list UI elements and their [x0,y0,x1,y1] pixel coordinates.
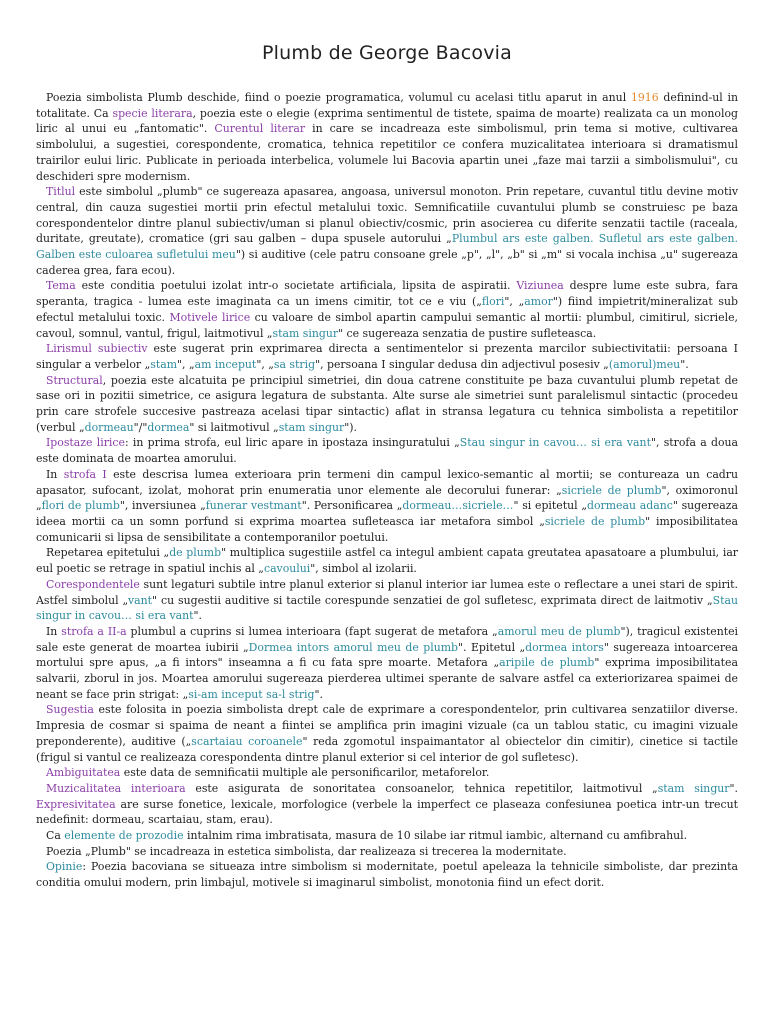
text-run: ", „ [256,357,274,371]
text-run: Poezia „Plumb" se incadreaza in estetica simbolista, dar realizeaza si trecerea la modernitate. [46,844,567,858]
text-run: este simbolul „plumb" ce sugereaza apasarea, angoasa, universul monoton. Prin repetare, cuvantul titlu devine motiv central, din cauza sugestiei mortii prin efectul metalului toxic. Semnificatiile cuvantului plumb se construiesc pe baza corespondentelor dintre planul subiectiv/uman si planul obiectiv/cosmic, prin asocierea cu diferite senzatii tactile (raceala, duritate, greutate), cromatice (gri sau galben – dupa spusele autorului „ [36,185,738,246]
highlighted-term: amor [524,295,553,309]
highlighted-term: dormeau…sicriele… [402,499,514,513]
highlighted-term: stam singur [657,781,730,795]
text-run: este data de semnificatii multiple ale personificarilor, metaforelor. [120,766,490,780]
text-run: " sugereaza ideea mortii ca un somn porfund si exprima moartea sufleteasca iar metafora simbol „ [36,499,738,528]
highlighted-term: (amorul)meu [608,357,681,371]
highlighted-term: stam singur [278,420,345,434]
text-run: ". [193,609,203,623]
document-title: Plumb de George Bacovia [262,42,512,64]
text-run: sunt legaturi subtile intre planul exterior si planul interior iar lumea este o reflectare a unei stari de spirit. Astfel simbolul „ [36,577,738,607]
highlighted-term: Structural [46,373,103,387]
highlighted-term: specie literara [112,106,193,120]
text-run: este conditia poetului izolat intr-o societate artificiala, lipsita de aspiratii. [75,279,517,293]
text-run: , poezia este o elegie (exprima sentimentul de tistete, spaima de moarte) realizata ca un monolog liric al unui eu „fantomatic". [36,106,738,136]
text-run: " multiplica sugestiile astfel ca integul ambient capata greutatea apasatoare a plumbului, iar eul poetic se retrage in spatiul inchis al „ [36,546,739,576]
text-run: " sugereaza intoarcerea mortului spre apus, „a fi intors" inseamna a fi cu fata spre moarte. Metafora „ [36,640,738,670]
text-run: ". Personificarea „ [301,499,403,513]
highlighted-term: amorul meu de plumb [497,624,621,638]
text-run: : in prima strofa, eul liric apare in ipostaza insinguratului „ [124,436,460,450]
highlighted-term: Ambiguitatea [46,766,121,780]
text-run: cu valoare de simbol apartin campului semantic al mortii: plumbul, cimitirul, sicriele, cavoul, somnul, vantul, frigul, laitmotivul „ [36,310,738,340]
text-run: ". [314,687,323,701]
paragraph [36,435,738,466]
highlighted-term: Tema [46,279,76,293]
highlighted-term: Dormea intors amorul meu de plumb [248,640,459,654]
paragraph [36,624,738,703]
text-run: este sugerat prin exprimarea directa a sentimentelor si prezenta marcilor subiectivitatii: persoana I singular a verbelor „ [36,342,738,371]
text-run: in care se incadreaza este simbolismul, prin tema si motive, cultivarea simbolului, a sugestiei, corespondente, cromatica, tehnica repetitilor ce confera muzicalitatea interioara si dramatismul trairilor eului liric. Publicate in perioada interbelica, volumele lui Bacovia apartin unei „faze mai tarzii a simbolismului", cu deschideri spre modernism. [36,122,738,183]
text-run: ", „ [177,357,195,371]
text-run: " ce sugereaza senzatia de pustire sufleteasca. [338,326,597,340]
text-run: despre lume este subra, fara speranta, tragica - lumea este imaginata ca un imens cimitir, tot ce e viu („ [36,279,738,309]
text-run: : Poezia bacoviana se situeaza intre simbolism si modernitate, poetul apeleaza la tehnicile simboliste, dar prezinta conditia omului modern, prin limbajul, motivele si imaginarul simbolist, monotonia fiind un efect dorit. [36,860,738,890]
text-run: " imposibilitatea comunicarii si lipsa de sensibilitate a contemporanilor poetului. [36,514,738,544]
highlighted-term: Motivele lirice [169,310,251,324]
text-run: In [46,467,64,481]
highlighted-term: dormea intors [525,640,604,654]
highlighted-term: scartaiau coroanele [191,734,303,748]
highlighted-term: strofa a II-a [61,624,127,638]
paragraph [36,341,738,372]
paragraph [36,90,738,184]
text-run: ", persoana I singular dedusa din adjectivul posesiv „ [315,357,609,371]
highlighted-term: am inceput [194,357,257,371]
paragraph [36,702,738,765]
text-run: In [46,624,62,638]
text-run: ". [680,357,689,371]
text-run: definind-ul in totalitate. Ca [36,91,738,120]
highlighted-term: Muzicalitatea interioara [46,781,186,795]
text-run: este folosita in poezia simbolista drept cale de exprimare a corespondentelor, prin cultivarea senzatiilor diverse. Impresia de cosmar si spaima de neant a fiintei se amplifica prin imagini vizuale (ca un tablou static, cu imagini vizuale preponderente), auditive („ [36,703,738,748]
paragraph [36,278,738,341]
text-run: " si epitetul „ [513,499,587,513]
highlighted-term: strofa I [63,467,107,481]
highlighted-term: cavoului [263,562,311,576]
text-run: , poezia este alcatuita pe principiul simetriei, din doua catrene constituite pe baza cuvantului plumb repetat de sase ori in pozitii simetrice, ce asigura legatura de substanta. Alte surse ale simetriei sunt paralelismul sintactic (procedeu prin care strofele succesive pastreaza acelasi tipar sintactic) aflat in stransa legatura cu tehnica simbolista a repetitilor (verbul „ [36,373,738,434]
highlighted-term: elemente de prozodie [64,829,184,843]
highlighted-term: sicriele de plumb [544,514,646,528]
highlighted-term: sa strig [273,357,316,371]
highlighted-term: vant [128,593,153,607]
text-run: " si laitmotivul „ [189,420,279,434]
paragraph [36,545,738,576]
highlighted-term: Plumbul ars este galben. Sufletul ars este galben. Galben este culoarea sufletului meu [36,232,738,262]
paragraph [36,184,738,278]
text-run: " cu sugestii auditive si tactile corespunde senzatiei de gol sufletesc, exprimata direct de laitmotiv „ [152,593,713,607]
text-run: "). [344,420,357,434]
highlighted-term: Curentul literar [214,122,306,136]
text-run: "), tragicul existentei sale este generat de moartea iubirii „ [36,624,739,654]
text-run: plumbul a cuprins si lumea interioara (fapt sugerat de metafora „ [126,624,498,638]
document-body [36,90,738,891]
text-run: " exprima imposibilitatea salvarii, zborul in jos. Moartea amorului sugereaza pierderea ultimei sperante de salvare astfel ca exteriorizarea spaimei de neant se face prin strigat: „ [36,656,738,701]
text-run: ") si auditive (cele patru consoane grele „p", „l", „b" si „m" si vocala inchisa „u" sugereaza caderea grea, fara ecou). [36,248,738,277]
paragraph [36,467,738,546]
text-run: are surse fonetice, lexicale, morfologice (verbele la imperfect ce plaseaza confesiunea poetica intr-un trecut nedefinit: dormeau, scartaiau, stam, erau). [36,797,738,827]
paragraph [36,781,738,828]
highlighted-term: aripile de plumb [499,656,595,670]
text-run: "/" [133,420,148,434]
text-run: ", inversiunea „ [119,499,206,513]
paragraph [36,577,738,624]
highlighted-term: Titlul [46,185,76,199]
highlighted-term: stam [150,357,178,371]
paragraph [36,828,738,844]
text-run: ", strofa a doua este dominata de moartea amorului. [36,436,739,466]
text-run: este descrisa lumea exterioara prin termeni din campul lexico-semantic al mortii; se contureaza un cadru apasator, sufocant, izolat, mohorat prin enumeratia unor elemente ale decorului funerar: „ [36,467,739,497]
highlighted-term: Viziunea [516,279,564,293]
highlighted-term: Stau singur in cavou… si era vant [459,436,651,450]
text-run: ". Epitetul „ [458,640,526,654]
text-run: ". [729,781,738,795]
text-run: Poezia simbolista Plumb deschide, fiind o poezie programatica, volumul cu acelasi titlu aparut in anul [46,91,631,104]
highlighted-term: stam singur [272,326,339,340]
highlighted-term: Stau singur in cavou… si era vant [36,593,738,623]
highlighted-term: flori de plumb [41,499,120,513]
text-run: " reda zgomotul inspaimantator al obiectelor din cimitir), cinetice si tactile (frigul si vantul ce realizeaza corespondenta dintre planul exterior si cel interior de gol sufletesc). [36,734,739,764]
highlighted-term: dormeau [84,420,134,434]
highlighted-term: funerar vestmant [205,499,302,513]
highlighted-term: Lirismul subiectiv [46,342,148,356]
highlighted-term: Ipostaze lirice [46,436,125,450]
text-run: intalnim rima imbratisata, masura de 10 silabe iar ritmul iambic, alternand cu amfibrahul. [183,829,688,843]
paragraph [36,373,738,436]
text-run: Ca [46,829,65,843]
paragraph [36,859,738,890]
highlighted-term: dormeau adanc [587,499,673,513]
paragraph [36,844,738,860]
highlighted-term: de plumb [169,546,222,560]
text-run: este asigurata de sonoritatea consoanelor, tehnica repetitilor, laitmotivul „ [185,781,658,795]
highlighted-term: Opinie [46,860,83,874]
highlighted-term: Sugestia [46,703,94,717]
text-run: ", oximoronul „ [36,483,738,513]
text-run: ") fiind impietrit/mineralizat sub efectul metalului toxic. [36,295,739,324]
highlighted-term: 1916 [630,91,659,104]
paragraph [36,765,738,781]
text-run: Repetarea epitetului „ [46,546,170,560]
highlighted-term: flori [481,295,505,309]
highlighted-term: si-am inceput sa-l strig [188,687,315,701]
highlighted-term: sicriele de plumb [561,483,662,497]
text-run: ", „ [504,295,525,309]
highlighted-term: dormea [147,420,190,434]
text-run: ", simbol al izolarii. [310,562,417,576]
highlighted-term: Expresivitatea [36,797,116,811]
highlighted-term: Corespondentele [46,577,140,591]
